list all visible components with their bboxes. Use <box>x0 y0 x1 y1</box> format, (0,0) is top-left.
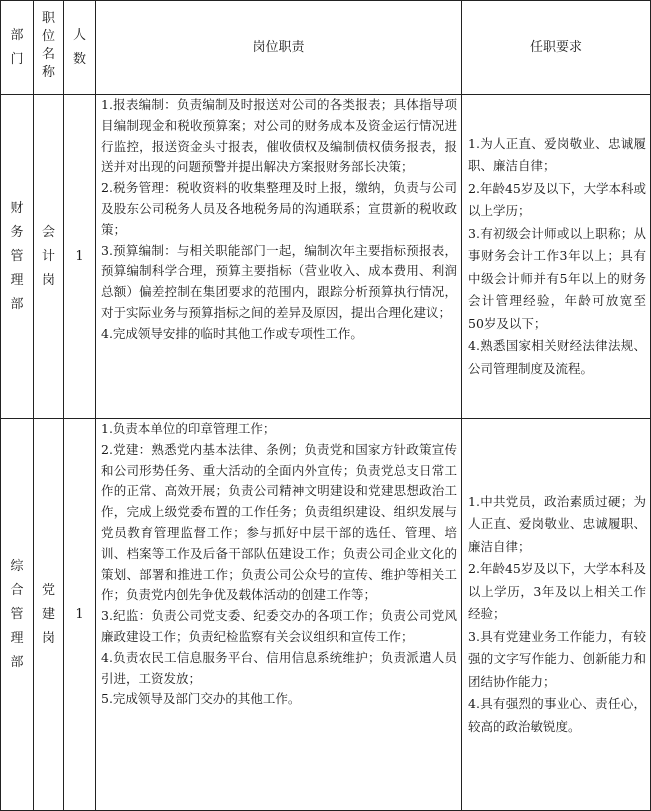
position-cell: 党建岗 <box>34 419 64 811</box>
count-cell: 1 <box>64 419 96 811</box>
duties-cell <box>96 419 462 811</box>
table-row <box>1 419 651 811</box>
duty-item: 2.党建：熟悉党内基本法律、条例；负责党和国家方针政策宣传和公司形势任务、重大活动的全面内外宣传；负责党总支日常工作的正常、高效开展；负责公司精神文明建设和党建思想政治工作，完成上级党委布置的工作任务；负责组织建设、组织发展与党员教育管理监督工作；参与抓好中层干部的选任、管理、培训、档案等工作及后备干部队伍建设工作；负责公司企业文化的策划、部署和推进工作；负责公司公众号的宣传、维护等相关工作；负责党内创先争优及载体活动的创建工作等； <box>101 441 457 603</box>
requirement-item: 2.年龄45岁及以下，大学本科或以上学历； <box>468 180 646 219</box>
requirements-cell <box>462 419 651 811</box>
requirement-item: 4.熟悉国家相关财经法律法规、公司管理制度及流程。 <box>468 338 646 376</box>
requirements-cell <box>462 95 651 419</box>
requirement-item: 4.具有强烈的事业心、责任心，较高的政治敏锐度。 <box>468 696 646 734</box>
count-cell: 1 <box>64 95 96 419</box>
duty-item: 3.纪监：负责公司党支委、纪委交办的各项工作；负责公司党风廉政建设工作；负责纪检监察有关会议组织和宣传工作； <box>101 608 457 644</box>
duty-item: 2.税务管理：税收资料的收集整理及时上报，缴纳，负责与公司及股东公司税务人员及各地税务局的沟通联系；宣贯新的税收政策； <box>101 180 457 237</box>
dept-cell: 综合管理部 <box>1 419 34 811</box>
requirement-item: 2.年龄45岁及以下，大学本科及以上学历，3年及以上相关工作经验； <box>468 561 646 622</box>
requirement-item: 3.有初级会计师或以上职称；从事财务会计工作3年以上；具有中级会计师并有5年以上的财务会计管理经验，年龄可放宽至50岁及以下； <box>468 225 646 331</box>
dept-cell: 财务管理部 <box>1 95 34 419</box>
table-row <box>1 95 651 419</box>
requirement-item: 3.具有党建业务工作能力，有较强的文字写作能力、创新能力和团结协作能力； <box>468 628 646 689</box>
requirement-item: 1.中共党员，政治素质过硬；为人正直、爱岗敬业、忠诚履职、廉洁自律； <box>468 493 646 554</box>
header-requirements: 任职要求 <box>462 1 651 95</box>
header-count: 人数 <box>64 1 96 95</box>
header-dept: 部门 <box>1 1 34 95</box>
duty-item: 4.负责农民工信息服务平台、信用信息系统维护；负责派遣人员引进，工资发放； <box>101 649 457 686</box>
header-duties: 岗位职责 <box>96 1 462 95</box>
duty-item: 1.报表编制：负责编制及时报送对公司的各类报表；具体指导项目编制现金和税收预算案；对公司的财务成本及资金运行情况进行监控，报送资金头寸报表，催收债权及编制债权债务报表，报送并对出现的问题预警并提出解决方案报财务部长决策； <box>101 97 457 175</box>
duty-item: 1.负责本单位的印章管理工作； <box>101 421 276 436</box>
header-row <box>1 1 651 95</box>
duty-item: 3.预算编制：与相关职能部门一起，编制次年主要指标预报表，预算编制科学合理，预算主要指标（营业收入、成本费用、利润总额）偏差控制在集团要求的范围内，跟踪分析预算执行情况，对于实际业务与预算指标之间的差异及原因，提出合理化建议； <box>101 242 457 320</box>
requirement-item: 1.为人正直、爱岗敬业、忠诚履职、廉洁自律； <box>468 135 646 174</box>
duty-item: 5.完成领导及部门交办的其他工作。 <box>101 691 301 707</box>
position-cell: 会计岗 <box>34 95 64 419</box>
duties-cell <box>96 95 462 419</box>
duty-item: 4.完成领导安排的临时其他工作或专项性工作。 <box>101 325 363 341</box>
header-position: 职位名称 <box>34 1 64 95</box>
